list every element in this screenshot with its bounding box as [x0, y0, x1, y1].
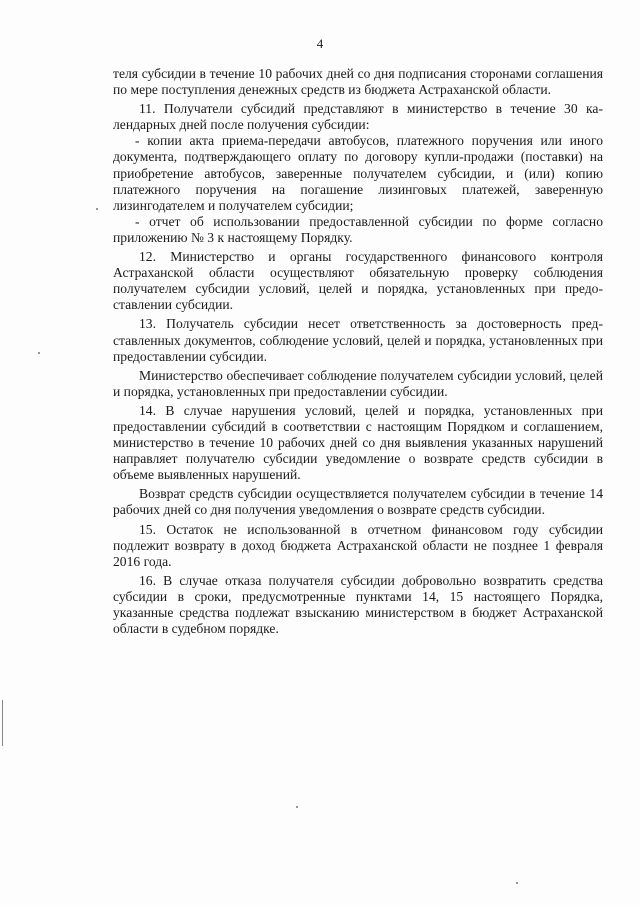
- paragraph-refund: Возврат средств субсидии осуществляется получателем субсидии в течение 14 рабочих дней со дня получения уведомления о возврате средств субсидии.: [113, 486, 603, 518]
- paragraph-ministry-ensures: Министерство обеспечивает соблюдение получателем субсидии условий, целей и порядка, установленных при предоставлении субсидии.: [113, 367, 603, 399]
- paragraph-item-11: 11. Получатели субсидий представляют в министерство в течение 30 календарных дней после получения субсидии:: [113, 101, 603, 133]
- list-item-report: - отчет об использовании предоставленной субсидии по форме согласно приложению № 3 к настоящему Порядку.: [113, 213, 603, 245]
- list-item-copies: - копии акта приема-передачи автобусов, платежного поручения или иного документа, подтверждающего оплату по договору купли-продажи (поставки) на приобретение автобусов, заверенные получателем субсидии, и (или) копию платежного поручения на погашение лизинговых платежей, заверенную лизингодателем и получателем субсидии;: [113, 133, 603, 213]
- document-body: [113, 66, 603, 640]
- page-number: 4: [316, 36, 324, 51]
- paragraph-item-13: 13. Получатель субсидии несет ответственность за достоверность представленных документов, соблюдение условий, целей и порядка, установленных при предоставлении субсидии.: [113, 316, 603, 364]
- paragraph-item-14: 14. В случае нарушения условий, целей и порядка, установленных при предоставлении субсидий в соответствии с настоящим Порядком и соглашением, министерство в течение 10 рабочих дней со дня выявления указанных нарушений направляет получателю субсидии уведомление о возврате средств субсидии в объеме выявленных нарушений.: [113, 402, 603, 483]
- scan-edge-mark: [2, 700, 3, 746]
- paragraph-item-16: 16. В случае отказа получателя субсидии добровольно возвратить средства субсидии в сроки, предусмотренные пунктами 14, 15 настоящего Порядка, указанные средства подлежат взысканию министерством в бюджет Астраханской области в судебном порядке.: [113, 572, 603, 637]
- paragraph-item-12: 12. Министерство и органы государственного финансового контроля Астраханской области осуществляют обязательную проверку соблюдения получателем субсидии условий, целей и порядка, установленных при предоставлении субсидии.: [113, 249, 603, 313]
- scan-speck: [516, 882, 518, 884]
- scan-speck: [38, 352, 40, 354]
- paragraph-continuation: теля субсидии в течение 10 рабочих дней со дня подписания сторонами соглашения по мере поступления денежных средств из бюджета Астраханской области.: [113, 66, 603, 98]
- scan-speck: [296, 806, 298, 808]
- paragraph-item-15: 15. Остаток не использованной в отчетном финансовом году субсидии подлежит возврату в доход бюджета Астраханской области не позднее 1 февраля 2016 года.: [113, 521, 603, 569]
- scan-speck: [96, 208, 98, 210]
